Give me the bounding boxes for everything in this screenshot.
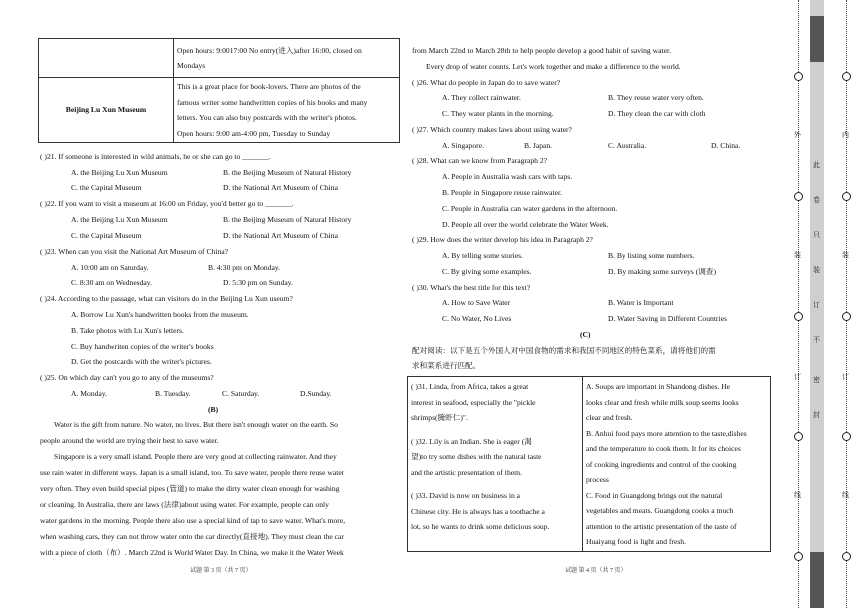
passage-line: Every drop of water counts. Let's work together and make a difference to the world. — [426, 62, 681, 71]
option: D. the National Art Museum of China — [223, 183, 338, 192]
notice-char: 装 — [813, 266, 820, 274]
cuisine-text: Huaiyang food is light and fresh. — [586, 537, 686, 546]
option: A. How to Save Water — [442, 298, 511, 307]
option: B. Tuesday. — [155, 389, 191, 398]
question-21: ( )21. If someone is interested in wild animals, he or she can go to _______. — [40, 152, 271, 161]
option: B. Take photos with Lu Xun's letters. — [71, 326, 184, 335]
binding-hole — [794, 312, 803, 321]
question-24: ( )24. According to the passage, what can visitors do in the Beijing Lu Xun useum? — [40, 294, 293, 303]
passage-line: very often. They even build special pipes (管道) to make the dirty water clean enough for washing — [40, 484, 340, 493]
option: C. People in Australia can water gardens in the afternoon. — [442, 204, 618, 213]
notice-char: 封 — [813, 411, 820, 419]
option: D.Sunday. — [300, 389, 332, 398]
match-item-33: ( )33. David is now on business in a Chinese city. He is always has a toothache a lot, so he wants to drink some delicious soup. — [411, 491, 550, 531]
section-c-heading: (C) — [580, 330, 591, 339]
outer-char: 订 — [794, 373, 801, 381]
passage-line: use rain water in different ways. Japan is a small island, too. To save water, people there reuse water — [40, 468, 345, 477]
section-c-intro: 配对阅读：以下是五个外国人对中国食物的需求和我国不同地区的特色菜系，请将他们的需 — [412, 346, 716, 355]
option: B. the Beijing Museum of Natural History — [223, 215, 352, 224]
museum-desc-line: Open hours: 9:00 am-4:00 pm, Tuesday to Sunday — [177, 128, 331, 138]
option: D. China. — [711, 141, 741, 150]
option: A. By telling some stories. — [442, 251, 523, 260]
cuisine-text: looks clear and fresh while milk soup seems looks — [586, 397, 739, 407]
question-26: ( )26. What do people in Japan do to save water? — [412, 78, 561, 87]
binding-hole — [842, 552, 851, 561]
band-block-bottom — [810, 552, 824, 608]
option: C. By giving some examples. — [442, 267, 532, 276]
question-29: ( )29. How does the writer develop his idea in Paragraph 2? — [412, 235, 593, 244]
notice-char: 卷 — [813, 196, 820, 204]
passage-line: Water is the gift from nature. No water, no lives. But there isn't enough water on the earth. So — [54, 420, 338, 429]
passage-line: or cleaning. In Australia, there are laws (法律)about using water. For example, people can only — [40, 500, 329, 509]
inner-char: 内 — [842, 131, 849, 139]
museum-table-row1-left — [39, 39, 174, 78]
binding-hole — [842, 72, 851, 81]
passage-line: when washing cars, they can not throw water onto the car directly(直接地). They must clean the car — [40, 532, 344, 541]
option: A. Borrow Lu Xun's handwritten books from the museum. — [71, 310, 249, 319]
option: A. They collect rainwater. — [442, 93, 521, 102]
binding-hole — [842, 192, 851, 201]
option: B. 4:30 pm on Monday. — [208, 263, 281, 272]
cuisine-c: C. Food in Guangdong brings out the natural — [586, 490, 723, 500]
notice-char: 此 — [813, 161, 820, 169]
option: D. They clean the car with cloth — [608, 109, 706, 118]
option: C. the Capital Museum — [71, 231, 142, 240]
option: D. Water Saving in Different Countries — [608, 314, 727, 323]
question-23: ( )23. When can you visit the National Art Museum of China? — [40, 247, 228, 256]
museum-name: Beijing Lu Xun Museum — [39, 78, 174, 143]
page-footer-left: 试题 第 3 页（共 7 页） — [190, 568, 252, 574]
question-28: ( )28. What can we know from Paragraph 2? — [412, 156, 548, 165]
passage-line: with a piece of cloth（布）. March 22nd is World Water Day. In China, we make it the Water Week — [40, 548, 344, 557]
museum-desc-line: letters. You can also buy postcards with the writer's photos. — [177, 113, 357, 122]
cuisine-text: vegetables and meats. Guangdong cooks a much — [586, 506, 734, 515]
section-b-heading: (B) — [208, 405, 219, 414]
section-c-intro: 求和菜系进行匹配。 — [412, 361, 481, 370]
cuisine-text: clear and fresh. — [586, 413, 633, 422]
cuisine-text: process — [586, 475, 609, 484]
museum-desc-line: This is a great place for book-lovers. There are photos of the — [177, 82, 361, 91]
option: C. Australia. — [608, 141, 647, 150]
inner-char: 线 — [842, 491, 849, 499]
matching-people-column — [408, 377, 583, 552]
option: C. They water plants in the morning. — [442, 109, 554, 118]
option: C. No Water, No Lives — [442, 314, 512, 323]
option: A. People in Australia wash cars with taps. — [442, 172, 573, 181]
page-footer-right: 试题 第 4 页（共 7 页） — [565, 568, 627, 574]
question-22: ( )22. If you want to visit a museum at 16:00 on Friday, you'd better go to _______. — [40, 199, 294, 208]
museum-description — [174, 78, 400, 143]
notice-char: 密 — [813, 376, 820, 384]
inner-char: 装 — [842, 251, 849, 259]
match-item-32: ( )32. Lily is an Indian. She is eager (渴 望)to try some dishes with the natural taste and the artistic presentation of them. — [411, 436, 542, 477]
museum-desc-line: famous writer some handwritten copies of his books and many — [177, 97, 368, 107]
binding-strip — [790, 0, 860, 608]
museum-table-row1-right — [174, 39, 400, 78]
option: B. the Beijing Museum of Natural History — [223, 168, 352, 177]
cuisine-b: B. Anhui food pays more attention to the taste,dishes — [586, 428, 747, 438]
option: D. People all over the world celebrate the Water Week. — [442, 220, 609, 229]
cuisine-text: and the temperature to cook them. It for its choices — [586, 444, 741, 453]
question-25: ( )25. On which day can't you go to any of the museums? — [40, 373, 214, 382]
option: A. Monday. — [71, 389, 107, 398]
binding-hole — [842, 432, 851, 441]
option: D. Get the postcards with the writer's pictures. — [71, 357, 212, 366]
binding-hole — [842, 312, 851, 321]
band-block-top — [810, 16, 824, 62]
museum-table — [38, 38, 400, 143]
question-27: ( )27. Which country makes laws about using water? — [412, 125, 572, 134]
notice-char: 只 — [813, 231, 820, 239]
matching-table — [407, 376, 771, 552]
option: C. the Capital Museum — [71, 183, 142, 192]
option: D. the National Art Museum of China — [223, 231, 338, 240]
notice-char: 订 — [813, 301, 820, 309]
option: A. the Beijing Lu Xun Museum — [71, 168, 168, 177]
museum-hours-line: Mondays — [177, 61, 206, 70]
inner-char: 订 — [842, 373, 849, 381]
option: A. the Beijing Lu Xun Museum — [71, 215, 168, 224]
match-item-31: ( )31. Linda, from Africa, takes a great interest in seafood, especially the "pickle shrimps(腌虾仁)". — [411, 382, 536, 422]
binding-hole — [794, 552, 803, 561]
notice-char: 不 — [813, 336, 820, 344]
outer-char: 装 — [794, 251, 801, 259]
binding-hole — [794, 72, 803, 81]
outer-char: 线 — [794, 491, 801, 499]
binding-hole — [794, 432, 803, 441]
passage-line: Singapore is a very small island. People there are very good at collecting rainwater. And they — [54, 452, 337, 461]
cuisine-text: attention to the artistic presentation of the taste of — [586, 521, 737, 531]
binding-hole — [794, 192, 803, 201]
museum-hours-line: Open hours: 9:0017:00 No entry(进入)after 16:00, closed on — [177, 45, 362, 55]
matching-cuisine-column — [583, 377, 771, 552]
option: D. 5:30 pm on Sunday. — [223, 278, 293, 287]
option: B. They reuse water very often. — [608, 93, 704, 102]
cuisine-text: of cooking ingredients and control of the cooking — [586, 459, 737, 469]
question-30: ( )30. What's the best title for this text? — [412, 283, 531, 292]
option: B. Japan. — [524, 141, 553, 150]
option: C. Saturday. — [222, 389, 260, 398]
option: C. 8:30 am on Wednesday. — [71, 278, 153, 287]
cuisine-a: A. Soups are important in Shandong dishes. He — [586, 382, 731, 391]
outer-char: 外 — [794, 131, 801, 139]
passage-line: water gardens in the morning. People there also use a special kind of tap to save water. What's more, — [40, 516, 346, 525]
option: B. People in Singapore reuse rainwater. — [442, 188, 562, 197]
option: D. By making some surveys (调查) — [608, 267, 716, 276]
option: C. Buy handwriten copies of the writer's books — [71, 342, 214, 351]
outer-dotted-line — [798, 0, 799, 608]
option: A. 10:00 am on Saturday. — [71, 263, 149, 272]
inner-dotted-line — [846, 0, 847, 608]
option: B. Water is Important — [608, 298, 674, 307]
passage-line: from March 22nd to March 28th to help people develop a good habit of saving water. — [412, 46, 671, 55]
option: B. By listing some numbers. — [608, 251, 695, 260]
option: A. Singapore. — [442, 141, 484, 150]
passage-line: people around the world are trying their best to save water. — [40, 436, 219, 445]
